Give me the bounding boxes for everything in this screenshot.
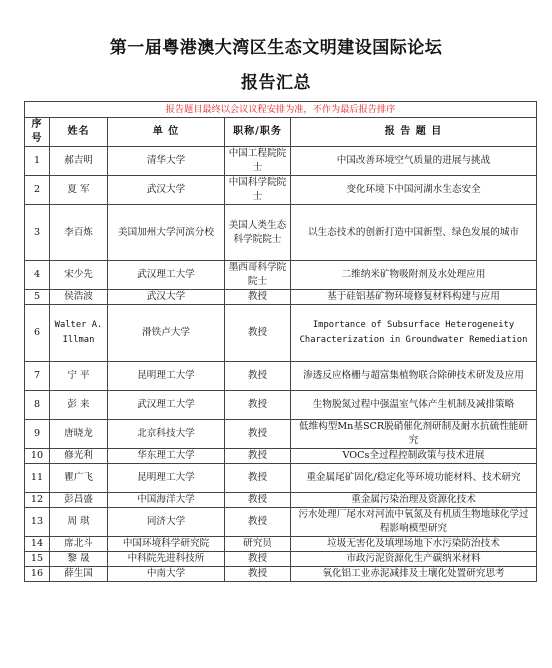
presenter-title: 教授	[225, 290, 291, 305]
table-header-row	[25, 118, 537, 147]
report-topic: 中国改善环境空气质量的进展与挑战	[291, 147, 537, 176]
presenter-organization: 清华大学	[108, 147, 225, 176]
row-number: 13	[25, 508, 50, 537]
presenter-organization: 滑铁卢大学	[108, 305, 225, 362]
table-note: 报告题目最终以会议议程安排为准，不作为最后报告排序	[25, 102, 537, 118]
report-topic: 以生态技术的创新打造中国新型、绿色发展的城市	[291, 205, 537, 261]
row-number: 14	[25, 537, 50, 552]
table-row	[25, 391, 537, 420]
report-topic: 垃圾无害化及填埋场地下水污染防治技术	[291, 537, 537, 552]
row-number: 11	[25, 464, 50, 493]
report-topic: 基于硅铝基矿物环境修复材料构建与应用	[291, 290, 537, 305]
presenter-name: 李百炼	[50, 205, 108, 261]
presenter-organization: 华东理工大学	[108, 449, 225, 464]
presenter-title: 教授	[225, 362, 291, 391]
report-topic: Importance of Subsurface Heterogeneity Characterization in Groundwater Remediation	[291, 305, 537, 362]
presenter-name: 侯浩波	[50, 290, 108, 305]
report-topic: 市政污泥资源化生产碳纳米材料	[291, 552, 537, 567]
row-number: 9	[25, 420, 50, 449]
presenter-organization: 武汉大学	[108, 290, 225, 305]
presenter-organization: 武汉理工大学	[108, 391, 225, 420]
report-topic: 渗透反应格栅与超富集植物联合除砷技术研发及应用	[291, 362, 537, 391]
table-row	[25, 567, 537, 582]
presenter-organization: 同济大学	[108, 508, 225, 537]
table-row	[25, 290, 537, 305]
table-row	[25, 537, 537, 552]
row-number: 2	[25, 176, 50, 205]
presenter-title: 教授	[225, 493, 291, 508]
presenter-name: 唐晓龙	[50, 420, 108, 449]
table-row	[25, 176, 537, 205]
presenter-title: 教授	[225, 464, 291, 493]
presenter-title: 研究员	[225, 537, 291, 552]
table-row	[25, 493, 537, 508]
presenter-organization: 中国海洋大学	[108, 493, 225, 508]
report-table	[24, 101, 537, 582]
report-topic: 二维纳米矿物吸附剂及水处理应用	[291, 261, 537, 290]
row-number: 15	[25, 552, 50, 567]
table-row	[25, 464, 537, 493]
presenter-title: 教授	[225, 552, 291, 567]
presenter-name: 黎 晟	[50, 552, 108, 567]
col-header-title: 职称/职务	[225, 118, 291, 147]
document-subtitle: 报告汇总	[241, 73, 311, 93]
presenter-organization: 昆明理工大学	[108, 362, 225, 391]
col-header-topic: 报 告 题 目	[291, 118, 537, 147]
presenter-title: 墨西哥科学院院士	[225, 261, 291, 290]
report-topic: 生物脱氮过程中强温室气体产生机制及减排策略	[291, 391, 537, 420]
row-number: 7	[25, 362, 50, 391]
table-row	[25, 362, 537, 391]
report-topic: 氧化铝工业赤泥减排及土壤化处置研究思考	[291, 567, 537, 582]
document-title: 第一届粤港澳大湾区生态文明建设国际论坛	[109, 38, 443, 58]
row-number: 8	[25, 391, 50, 420]
presenter-organization: 中科院先进科技所	[108, 552, 225, 567]
report-topic: 重金属尾矿固化/稳定化等环境功能材料、技术研究	[291, 464, 537, 493]
presenter-organization: 中国环境科学研究院	[108, 537, 225, 552]
presenter-name: 彭昌盛	[50, 493, 108, 508]
presenter-name: 席北斗	[50, 537, 108, 552]
presenter-title: 美国人类生态科学院院士	[225, 205, 291, 261]
presenter-name: 瞿广飞	[50, 464, 108, 493]
row-number: 16	[25, 567, 50, 582]
table-row	[25, 449, 537, 464]
presenter-name: Walter A. Illman	[50, 305, 108, 362]
presenter-name: 周 琪	[50, 508, 108, 537]
report-topic: 重金属污染治理及资源化技术	[291, 493, 537, 508]
presenter-title: 教授	[225, 305, 291, 362]
presenter-title: 教授	[225, 567, 291, 582]
presenter-organization: 武汉大学	[108, 176, 225, 205]
row-number: 3	[25, 205, 50, 261]
presenter-organization: 美国加州大学河滨分校	[108, 205, 225, 261]
presenter-title: 教授	[225, 420, 291, 449]
table-row	[25, 147, 537, 176]
presenter-name: 郝吉明	[50, 147, 108, 176]
row-number: 6	[25, 305, 50, 362]
table-row	[25, 508, 537, 537]
report-topic: 低维构型Mn基SCR脱硝催化剂研制及耐水抗硫性能研究	[291, 420, 537, 449]
presenter-organization: 北京科技大学	[108, 420, 225, 449]
col-header-org: 单 位	[108, 118, 225, 147]
row-number: 10	[25, 449, 50, 464]
col-header-name: 姓名	[50, 118, 108, 147]
presenter-organization: 武汉理工大学	[108, 261, 225, 290]
row-number: 4	[25, 261, 50, 290]
presenter-title: 中国工程院院士	[225, 147, 291, 176]
presenter-title: 教授	[225, 449, 291, 464]
row-number: 12	[25, 493, 50, 508]
presenter-name: 夏 军	[50, 176, 108, 205]
presenter-name: 宁 平	[50, 362, 108, 391]
presenter-name: 彭 来	[50, 391, 108, 420]
presenter-title: 教授	[225, 508, 291, 537]
report-topic: 污水处理厂尾水对河流中氧氮及有机质生物地球化学过程影响模型研究	[291, 508, 537, 537]
presenter-name: 修光利	[50, 449, 108, 464]
presenter-organization: 中南大学	[108, 567, 225, 582]
table-row	[25, 552, 537, 567]
presenter-name: 薛生国	[50, 567, 108, 582]
presenter-title: 中国科学院院士	[225, 176, 291, 205]
table-row	[25, 261, 537, 290]
presenter-name: 宋少先	[50, 261, 108, 290]
row-number: 5	[25, 290, 50, 305]
presenter-organization: 昆明理工大学	[108, 464, 225, 493]
col-header-no: 序号	[25, 118, 50, 147]
table-note-row	[25, 102, 537, 118]
table-row	[25, 420, 537, 449]
presenter-title: 教授	[225, 391, 291, 420]
report-topic: VOCs全过程控制政策与技术进展	[291, 449, 537, 464]
table-row	[25, 205, 537, 261]
report-topic: 变化环境下中国河湖水生态安全	[291, 176, 537, 205]
table-row	[25, 305, 537, 362]
row-number: 1	[25, 147, 50, 176]
